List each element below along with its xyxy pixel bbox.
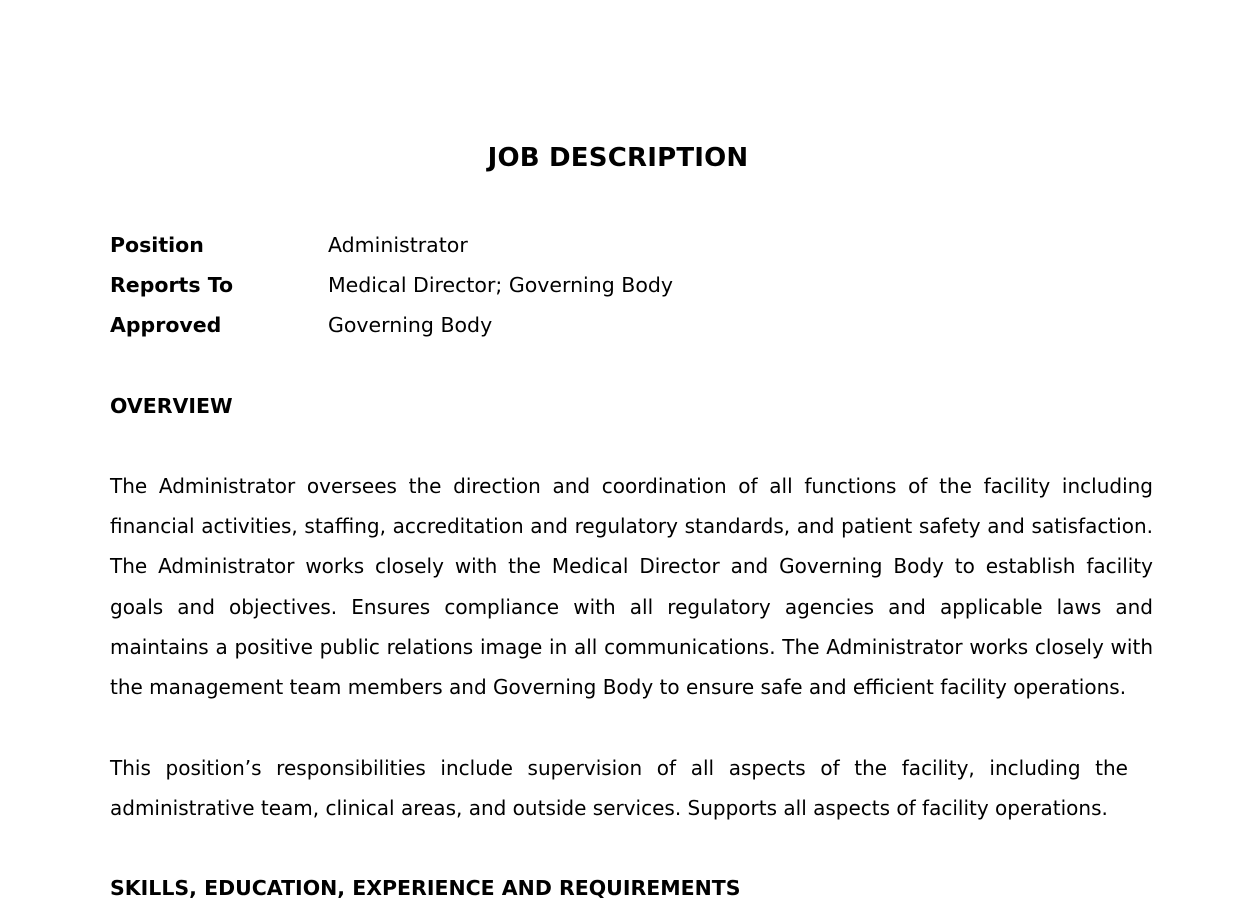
position-value: Administrator	[328, 233, 468, 257]
skills-heading: SKILLS, EDUCATION, EXPERIENCE AND REQUIREMENTS	[110, 876, 741, 900]
overview-paragraph-2: This position’s responsibilities include supervision of all aspects of the facility, including the administrative team, clinical areas, and outside services. Supports all aspects of facility operations.	[110, 756, 1128, 821]
reports-to-row	[110, 268, 1110, 308]
reports-to-value: Medical Director; Governing Body	[328, 273, 674, 297]
position-row	[110, 228, 1110, 268]
overview-heading: OVERVIEW	[110, 394, 233, 418]
approved-label: Approved	[110, 313, 222, 337]
overview-paragraph-1: The Administrator oversees the direction and coordination of all functions of the facility including financial activities, staffing, accreditation and regulatory standards, and patient safety and satisfaction. The Administrator works closely with the Medical Director and Governing Body to establish facility goals and objectives. Ensures compliance with all regulatory agencies and applicable laws and maintains a positive public relations image in all communications. The Administrator works closely with the management team members and Governing Body to ensure safe and efficient facility operations.	[110, 474, 1153, 700]
position-label: Position	[110, 233, 204, 257]
job-details	[110, 228, 1110, 348]
document-title: JOB DESCRIPTION	[487, 143, 749, 173]
reports-to-label: Reports To	[110, 273, 234, 297]
approved-value: Governing Body	[328, 313, 493, 337]
approved-row	[110, 308, 1110, 348]
